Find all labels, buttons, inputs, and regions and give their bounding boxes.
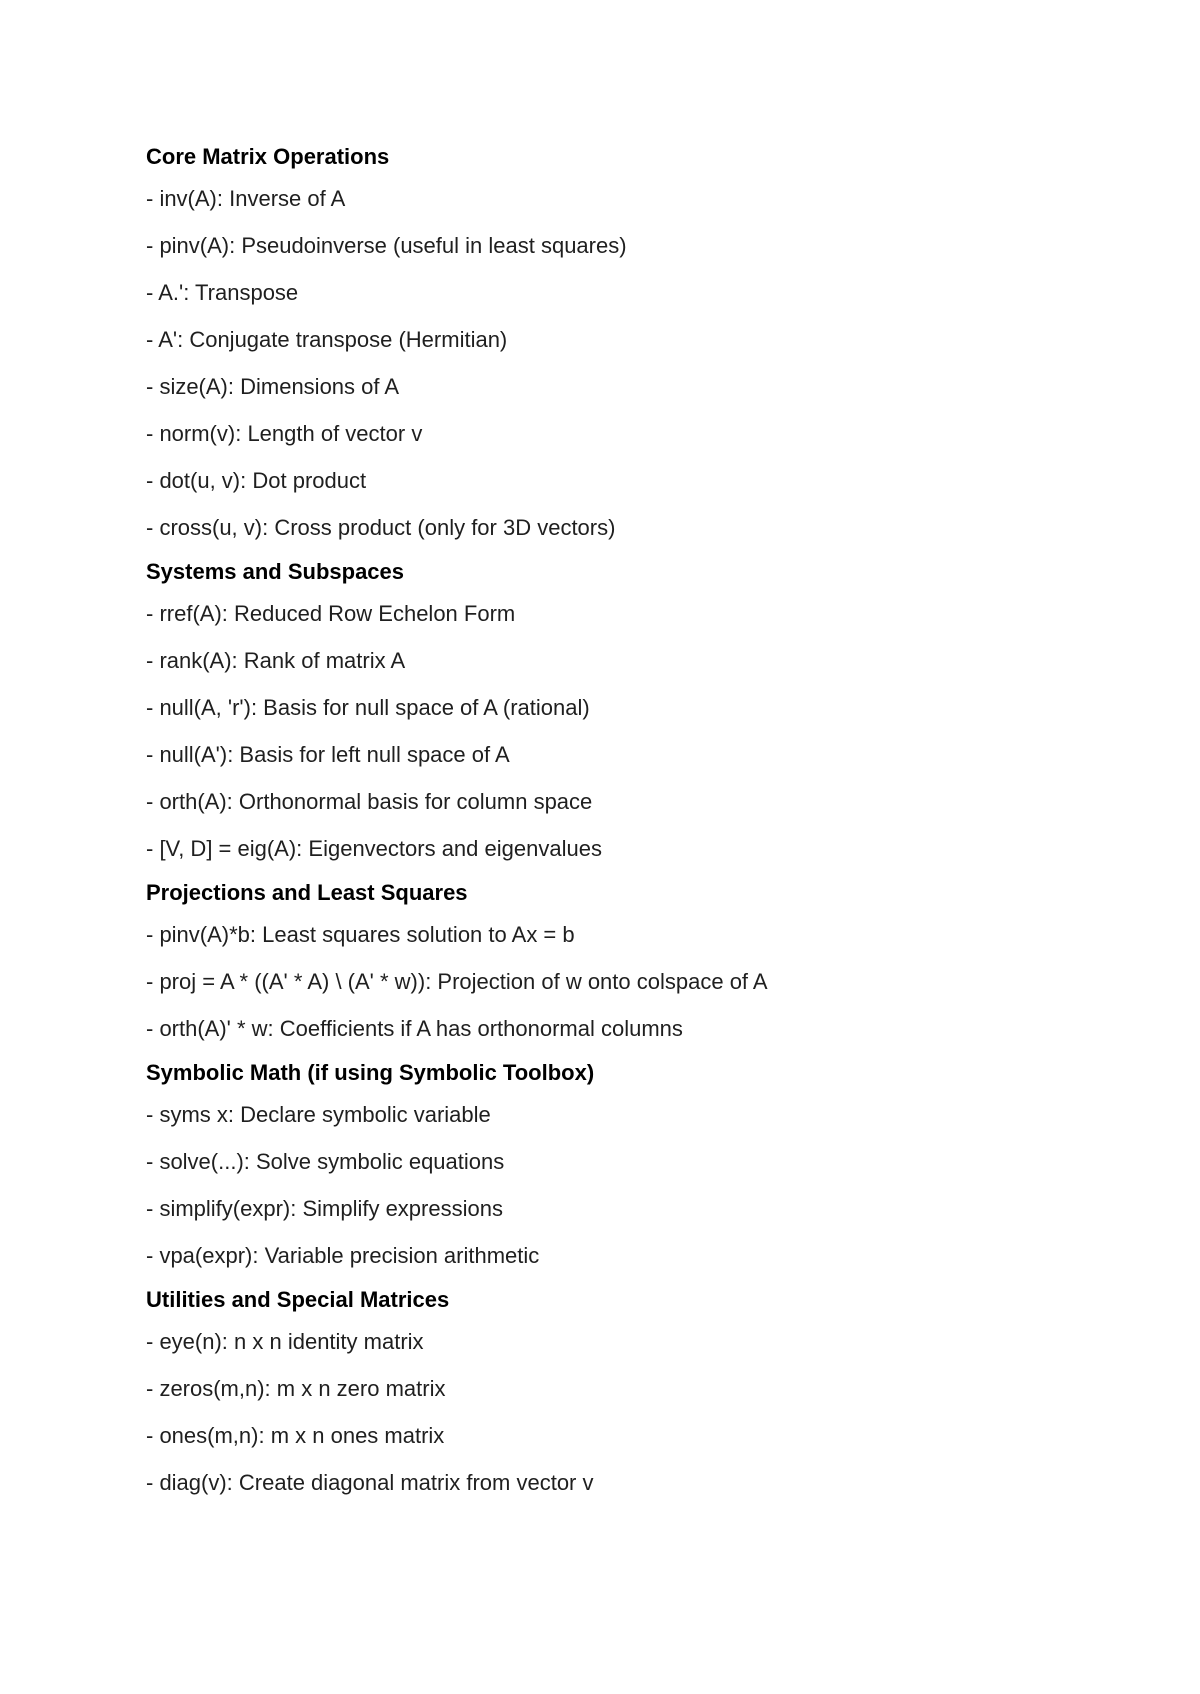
list-item: - dot(u, v): Dot product [146,468,367,493]
section-heading: Symbolic Math (if using Symbolic Toolbox) [146,1060,595,1085]
list-item: - inv(A): Inverse of A [146,186,346,211]
list-item: - A': Conjugate transpose (Hermitian) [146,327,508,352]
list-item: - norm(v): Length of vector v [146,421,423,446]
item-list [146,921,1146,1043]
item-list [146,185,1146,542]
item-list [146,1101,1146,1270]
list-item: - cross(u, v): Cross product (only for 3D vectors) [146,515,616,540]
section-utilities-and-special-matrices [146,1286,1146,1497]
document-body [146,143,1146,1497]
section-systems-and-subspaces [146,558,1146,863]
list-item: - proj = A * ((A' * A) \ (A' * w)): Projection of w onto colspace of A [146,969,768,994]
list-item: - A.': Transpose [146,280,299,305]
list-item: - null(A, 'r'): Basis for null space of A (rational) [146,695,590,720]
list-item: - syms x: Declare symbolic variable [146,1102,491,1127]
list-item: - orth(A): Orthonormal basis for column space [146,789,593,814]
list-item: - null(A'): Basis for left null space of A [146,742,510,767]
list-item: - ones(m,n): m x n ones matrix [146,1423,445,1448]
list-item: - simplify(expr): Simplify expressions [146,1196,503,1221]
section-core-matrix-operations [146,143,1146,542]
list-item: - size(A): Dimensions of A [146,374,400,399]
section-symbolic-math [146,1059,1146,1270]
list-item: - zeros(m,n): m x n zero matrix [146,1376,446,1401]
list-item: - rank(A): Rank of matrix A [146,648,406,673]
list-item: - diag(v): Create diagonal matrix from vector v [146,1470,594,1495]
list-item: - vpa(expr): Variable precision arithmetic [146,1243,540,1268]
list-item: - eye(n): n x n identity matrix [146,1329,424,1354]
list-item: - orth(A)' * w: Coefficients if A has orthonormal columns [146,1016,683,1041]
section-projections-and-least-squares [146,879,1146,1043]
item-list [146,1328,1146,1497]
list-item: - pinv(A): Pseudoinverse (useful in least squares) [146,233,627,258]
list-item: - solve(...): Solve symbolic equations [146,1149,505,1174]
list-item: - [V, D] = eig(A): Eigenvectors and eigenvalues [146,836,602,861]
list-item: - pinv(A)*b: Least squares solution to Ax = b [146,922,575,947]
list-item: - rref(A): Reduced Row Echelon Form [146,601,516,626]
section-heading: Utilities and Special Matrices [146,1287,450,1312]
section-heading: Core Matrix Operations [146,144,390,169]
item-list [146,600,1146,863]
section-heading: Projections and Least Squares [146,880,468,905]
section-heading: Systems and Subspaces [146,559,405,584]
